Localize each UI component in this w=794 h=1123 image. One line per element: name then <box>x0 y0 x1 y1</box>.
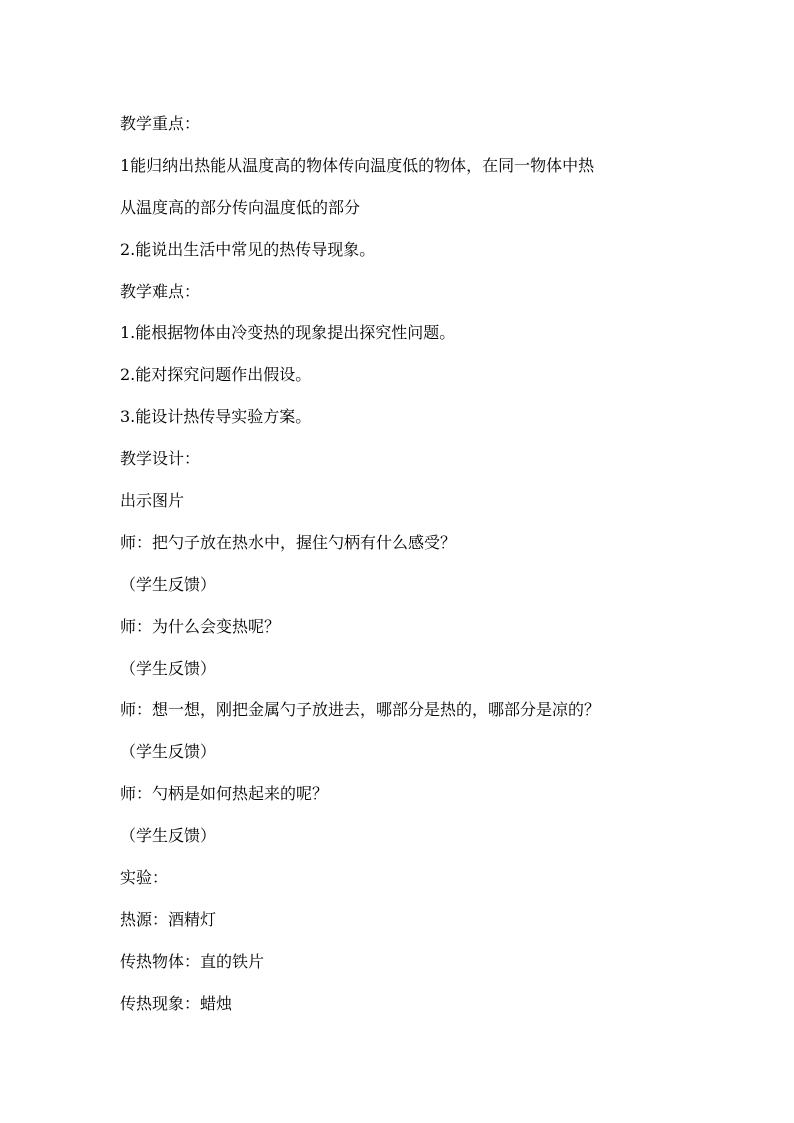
heading-experiment: 实验： <box>120 868 169 888</box>
teacher-question-2: 师：为什么会变热呢？ <box>120 616 281 636</box>
heading-teaching-focus: 教学重点： <box>120 114 201 133</box>
student-feedback-4: （学生反馈） <box>120 826 217 846</box>
design-show-picture: 出示图片 <box>120 491 185 511</box>
teacher-question-1: 师：把勺子放在热水中，握住勺柄有什么感受？ <box>120 532 457 552</box>
heading-teaching-design: 教学设计： <box>120 449 201 469</box>
experiment-heat-source: 热源：酒精灯 <box>120 909 217 929</box>
difficulty-item-2: 2.能对探究问题作出假设。 <box>120 365 312 385</box>
experiment-heat-phenomenon: 传热现象：蜡烛 <box>120 993 233 1013</box>
student-feedback-1: （学生反馈） <box>120 574 217 594</box>
difficulty-item-1: 1.能根据物体由冷变热的现象提出探究性问题。 <box>120 323 456 343</box>
document-body <box>120 103 680 1025</box>
focus-item-1: 1能归纳出热能从温度高的物体传向温度低的物体，在同一物体中热 <box>120 155 595 175</box>
focus-item-1-continued: 从温度高的部分传向温度低的部分 <box>120 197 361 217</box>
teacher-question-3: 师：想一想，刚把金属勺子放进去，哪部分是热的，哪部分是凉的？ <box>120 700 601 720</box>
experiment-heat-object: 传热物体：直的铁片 <box>120 951 265 971</box>
teacher-question-4: 师：勺柄是如何热起来的呢？ <box>120 784 329 804</box>
focus-item-2: 2.能说出生活中常见的热传导现象。 <box>120 239 376 259</box>
heading-teaching-difficulty: 教学难点： <box>120 281 201 301</box>
student-feedback-2: （学生反馈） <box>120 658 217 678</box>
difficulty-item-3: 3.能设计热传导实验方案。 <box>120 407 312 427</box>
student-feedback-3: （学生反馈） <box>120 742 217 762</box>
